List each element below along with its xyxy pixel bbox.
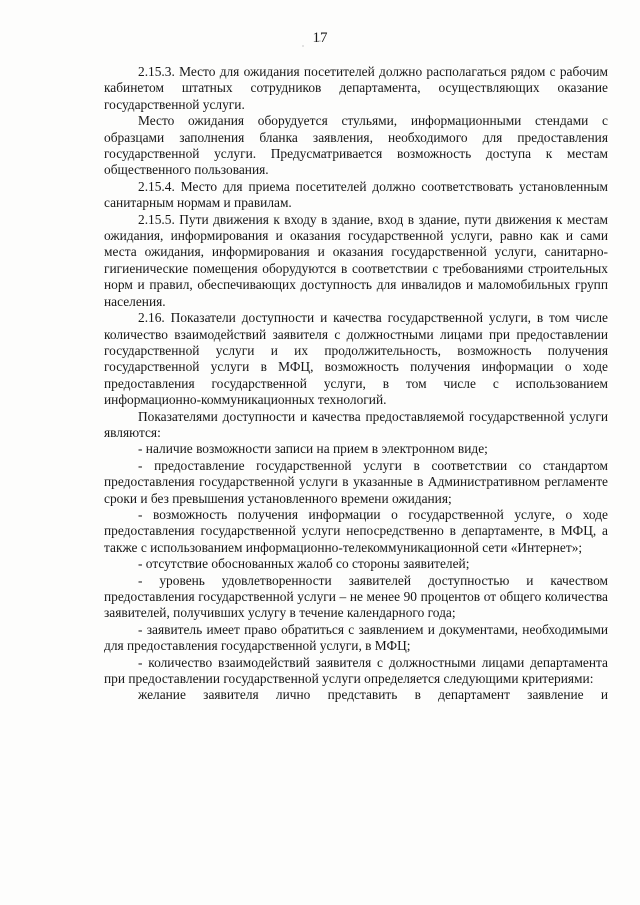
list-item-electronic-appointment: - наличие возможности записи на прием в электронном виде; [138, 441, 488, 457]
list-item-mfc-right: - заявитель имеет право обратиться с заявлением и документами, необходимыми для предоставления государственной услуги, в МФЦ; [104, 621, 608, 654]
list-item-no-complaints: - отсутствие обоснованных жалоб со стороны заявителей; [138, 556, 470, 572]
paragraph-waiting-area-equipment: Место ожидания оборудуется стульями, информационными стендами с образцами заполнения бланка заявления, необходимого для предоставления государственной услуги. Предусматривается возможность доступа к местам общественного пользования. [104, 113, 608, 178]
list-item-satisfaction-level: - уровень удовлетворенности заявителей доступностью и качеством предоставления государственной услуги – не менее 90 процентов от общего количества заявителей, получивших услугу в течение календарного года; [104, 572, 608, 621]
list-item-information-access: - возможность получения информации о государственной услуге, о ходе предоставления государственной услуги непосредственно в департаменте, в МФЦ, а также с использованием информационно-телекоммуникационной сети «Интернет»; [104, 506, 608, 555]
page-number: 17 [312, 30, 328, 46]
list-item-standard-compliance: - предоставление государственной услуги в соответствии со стандартом предоставления государственной услуги в указанные в Административном регламенте сроки и без превышения установленного времени ожидания; [104, 457, 608, 506]
paragraph-continuation: желание заявителя лично представить в департамент заявление и [138, 687, 608, 703]
paragraph-2-16: 2.16. Показатели доступности и качества государственной услуги, в том числе количество взаимодействий заявителя с должностными лицами при предоставлении государственной услуги и их продолжительность, возможность получения государственной услуги в МФЦ, возможность получения информации о ходе предоставления государственной услуги, в том числе с использованием информационно-коммуникационных технологий. [104, 310, 608, 408]
paragraph-2-15-5: 2.15.5. Пути движения к входу в здание, вход в здание, пути движения к местам ожидания, информирования и оказания государственной услуги, равно как и сами места ожидания, информирования и оказания государственной услуги, санитарно-гигиенические помещения оборудуются в соответствии с требованиями строительных норм и правил, обеспечивающих доступность для инвалидов и маломобильных групп населения. [104, 211, 608, 309]
paragraph-2-15-3: 2.15.3. Место для ожидания посетителей должно располагаться рядом с рабочим кабинетом штатных сотрудников департамента, осуществляющих оказание государственной услуги. [104, 64, 608, 112]
list-item-interaction-count: - количество взаимодействий заявителя с должностными лицами департамента при предоставлении государственной услуги определяется следующими критериями: [104, 654, 608, 687]
paragraph-indicators-intro: Показателями доступности и качества предоставляемой государственной услуги являются: [104, 408, 608, 440]
paragraph-2-15-4: 2.15.4. Место для приема посетителей должно соответствовать установленным санитарным нормам и правилам. [104, 178, 608, 211]
document-body [104, 64, 608, 704]
